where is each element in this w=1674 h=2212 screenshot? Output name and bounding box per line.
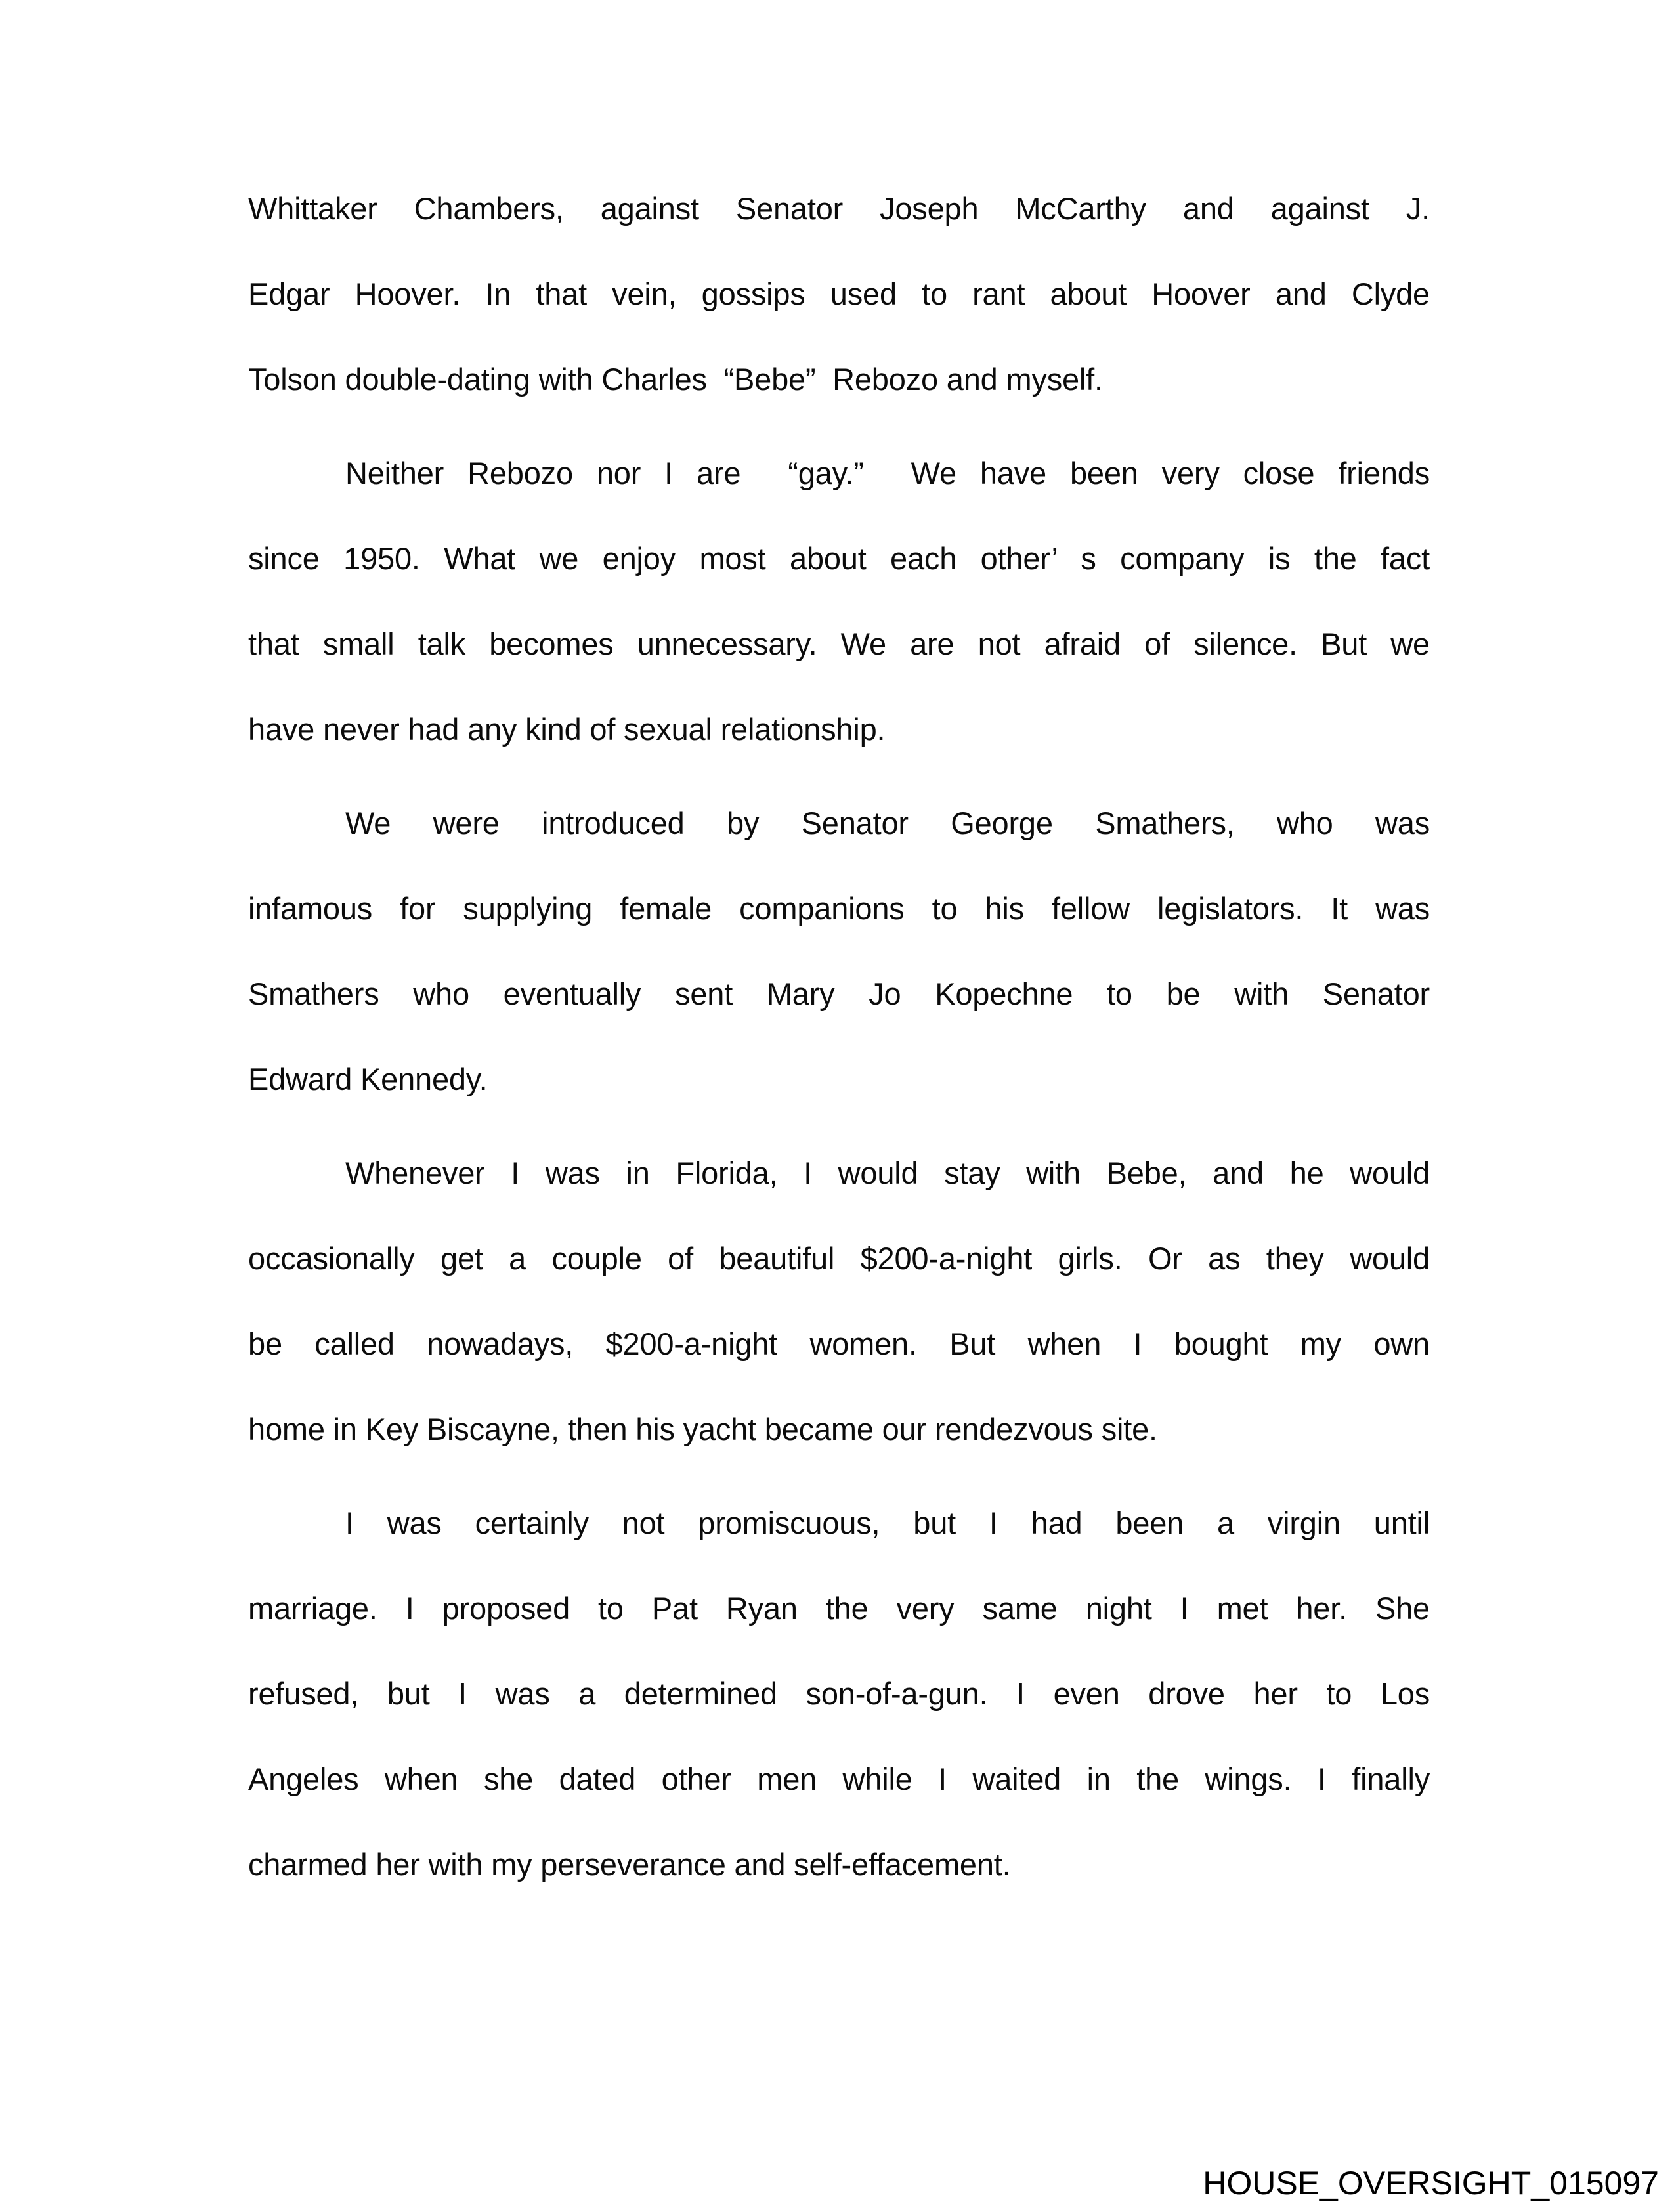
text-line: Angeles when she dated other men while I waited in the wings. I finally — [248, 1762, 1430, 1796]
text-line: be called nowadays, $200-a-night women. But when I bought my own — [248, 1326, 1430, 1361]
paragraph — [248, 781, 1430, 1122]
body-text — [248, 166, 1430, 1907]
text-line: since 1950. What we enjoy most about each other’ s company is the fact — [248, 541, 1430, 576]
text-line: occasionally get a couple of beautiful $200-a-night girls. Or as they would — [248, 1241, 1430, 1276]
text-line: Whenever I was in Florida, I would stay with Bebe, and he would — [345, 1156, 1430, 1190]
paragraph — [248, 431, 1430, 772]
paragraph — [248, 1131, 1430, 1472]
paragraph — [248, 166, 1430, 422]
text-line: refused, but I was a determined son-of-a-gun. I even drove her to Los — [248, 1676, 1430, 1711]
text-line: infamous for supplying female companions to his fellow legislators. It was — [248, 891, 1430, 926]
text-line: Smathers who eventually sent Mary Jo Kopechne to be with Senator — [248, 976, 1430, 1011]
text-line: charmed her with my perseverance and self-effacement. — [248, 1847, 1011, 1882]
bates-number: HOUSE_OVERSIGHT_015097 — [1203, 2165, 1659, 2201]
text-line: Edward Kennedy. — [248, 1062, 488, 1096]
text-line: Whittaker Chambers, against Senator Joseph McCarthy and against J. — [248, 191, 1430, 226]
text-line: marriage. I proposed to Pat Ryan the very same night I met her. She — [248, 1591, 1430, 1626]
text-line: We were introduced by Senator George Smathers, who was — [345, 806, 1430, 840]
text-line: that small talk becomes unnecessary. We are not afraid of silence. But we — [248, 626, 1430, 661]
text-line: home in Key Biscayne, then his yacht became our rendezvous site. — [248, 1412, 1157, 1446]
text-line: I was certainly not promiscuous, but I had been a virgin until — [345, 1506, 1430, 1540]
text-line: Tolson double-dating with Charles “Bebe” Rebozo and myself. — [248, 362, 1103, 397]
text-line: Neither Rebozo nor I are “gay.” We have been very close friends — [345, 456, 1430, 490]
text-line: have never had any kind of sexual relationship. — [248, 712, 886, 747]
text-line: Edgar Hoover. In that vein, gossips used to rant about Hoover and Clyde — [248, 276, 1430, 311]
paragraph — [248, 1481, 1430, 1907]
